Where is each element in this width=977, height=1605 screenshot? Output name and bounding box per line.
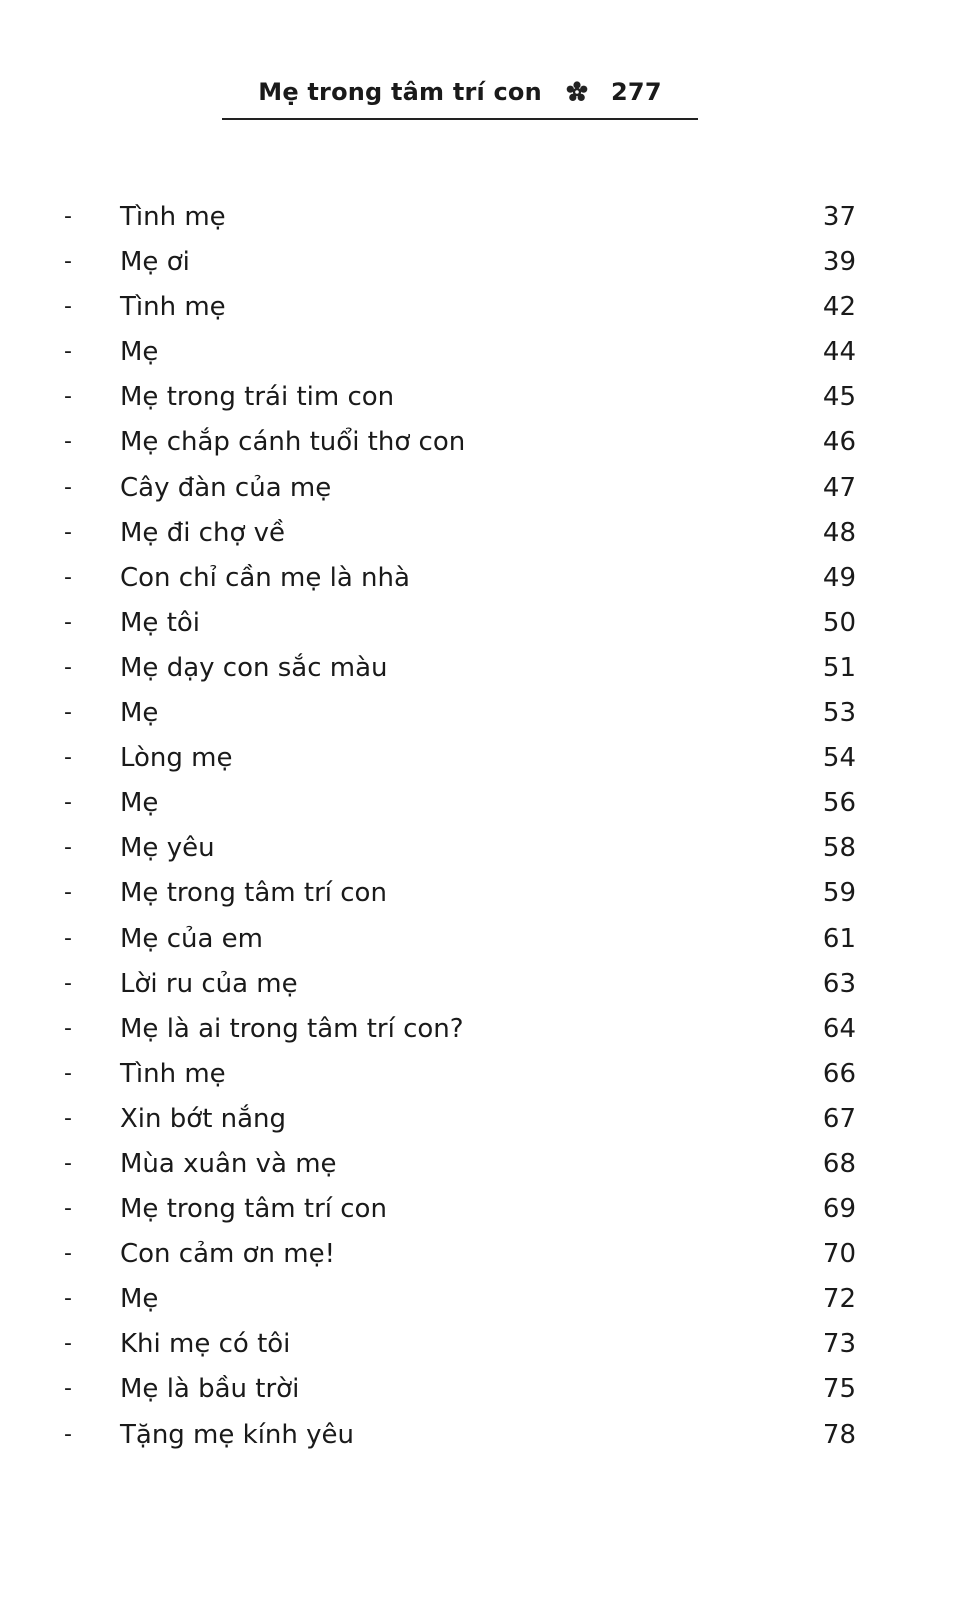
toc-entry-title: Mẹ bbox=[120, 337, 159, 368]
toc-entry-page: 45 bbox=[822, 382, 856, 413]
toc-entry bbox=[0, 1322, 977, 1367]
toc-entry bbox=[0, 1142, 977, 1187]
toc-bullet: - bbox=[64, 1376, 72, 1402]
toc-bullet: - bbox=[64, 835, 72, 861]
toc-entry-title: Mẹ trong trái tim con bbox=[120, 382, 395, 413]
toc-bullet: - bbox=[64, 1150, 72, 1176]
running-header-content bbox=[258, 78, 661, 106]
toc-entry bbox=[0, 1187, 977, 1232]
toc-entry-title: Lời ru của mẹ bbox=[120, 968, 298, 999]
toc-entry bbox=[0, 736, 977, 781]
toc-bullet: - bbox=[64, 1015, 72, 1041]
toc-entry-page: 73 bbox=[822, 1329, 856, 1360]
toc-entry bbox=[0, 826, 977, 871]
toc-entry-title: Cây đàn của mẹ bbox=[120, 472, 332, 503]
toc-bullet: - bbox=[64, 1060, 72, 1086]
toc-entry-title: Mẹ chắp cánh tuổi thơ con bbox=[120, 427, 466, 458]
toc-bullet: - bbox=[64, 294, 72, 320]
toc-bullet: - bbox=[64, 1105, 72, 1131]
toc-entry-page: 69 bbox=[822, 1194, 856, 1225]
toc-entry-title: Mẹ bbox=[120, 698, 159, 729]
toc-entry bbox=[0, 1413, 977, 1458]
toc-bullet: - bbox=[64, 1331, 72, 1357]
toc-entry-page: 70 bbox=[822, 1239, 856, 1270]
toc-bullet: - bbox=[64, 384, 72, 410]
toc-bullet: - bbox=[64, 1241, 72, 1267]
toc-entry-title: Tình mẹ bbox=[120, 202, 226, 232]
toc-entry-page: 47 bbox=[822, 472, 856, 503]
toc-entry-title: Mẹ trong tâm trí con bbox=[120, 1194, 387, 1225]
toc-bullet: - bbox=[64, 564, 72, 590]
toc-bullet: - bbox=[64, 339, 72, 365]
toc-entry bbox=[0, 781, 977, 826]
toc-bullet: - bbox=[64, 925, 72, 951]
toc-entry-title: Mẹ là ai trong tâm trí con? bbox=[120, 1013, 464, 1044]
toc-entry-page: 78 bbox=[822, 1419, 856, 1450]
toc-entry-page: 46 bbox=[822, 427, 856, 458]
table-of-contents bbox=[0, 195, 977, 1458]
toc-entry-title: Mẹ ơi bbox=[120, 247, 190, 278]
toc-entry bbox=[0, 330, 977, 375]
toc-entry bbox=[0, 1052, 977, 1097]
book-title: Mẹ trong tâm trí con bbox=[258, 78, 542, 106]
toc-bullet: - bbox=[64, 204, 72, 229]
toc-entry bbox=[0, 871, 977, 916]
toc-entry-page: 51 bbox=[822, 652, 856, 683]
toc-entry bbox=[0, 420, 977, 465]
toc-entry-page: 44 bbox=[822, 337, 856, 368]
toc-bullet: - bbox=[64, 519, 72, 545]
toc-bullet: - bbox=[64, 1286, 72, 1312]
toc-bullet: - bbox=[64, 970, 72, 996]
toc-entry-title: Tình mẹ bbox=[120, 292, 226, 323]
toc-entry bbox=[0, 466, 977, 511]
toc-entry-page: 59 bbox=[822, 878, 856, 909]
toc-entry-page: 64 bbox=[822, 1013, 856, 1044]
toc-entry-page: 37 bbox=[822, 202, 856, 232]
toc-entry-page: 72 bbox=[822, 1284, 856, 1315]
toc-entry-page: 67 bbox=[822, 1103, 856, 1134]
toc-entry-page: 63 bbox=[822, 968, 856, 999]
toc-entry-page: 68 bbox=[822, 1148, 856, 1179]
toc-entry bbox=[0, 962, 977, 1007]
toc-entry bbox=[0, 375, 977, 420]
toc-entry bbox=[0, 1277, 977, 1322]
toc-entry-page: 42 bbox=[822, 292, 856, 323]
toc-bullet: - bbox=[64, 1196, 72, 1222]
toc-entry-title: Mẹ của em bbox=[120, 923, 263, 954]
toc-entry-page: 48 bbox=[822, 517, 856, 548]
toc-bullet: - bbox=[64, 474, 72, 500]
toc-entry-title: Mẹ yêu bbox=[120, 833, 215, 864]
toc-entry-title: Lòng mẹ bbox=[120, 743, 233, 774]
toc-entry-title: Tặng mẹ kính yêu bbox=[120, 1419, 355, 1450]
toc-entry-page: 75 bbox=[822, 1374, 856, 1405]
toc-entry-title: Con cảm ơn mẹ! bbox=[120, 1239, 336, 1270]
toc-entry-title: Mẹ là bầu trời bbox=[120, 1374, 300, 1405]
toc-bullet: - bbox=[64, 249, 72, 275]
toc-entry-page: 54 bbox=[822, 743, 856, 774]
toc-entry-title: Mùa xuân và mẹ bbox=[120, 1148, 337, 1179]
toc-entry-title: Tình mẹ bbox=[120, 1058, 226, 1089]
toc-entry bbox=[0, 1097, 977, 1142]
page-number: 277 bbox=[611, 78, 662, 106]
toc-entry bbox=[0, 1232, 977, 1277]
toc-entry bbox=[0, 691, 977, 736]
toc-entry bbox=[0, 1007, 977, 1052]
toc-bullet: - bbox=[64, 429, 72, 455]
toc-entry bbox=[0, 646, 977, 691]
toc-entry-title: Mẹ bbox=[120, 788, 159, 819]
toc-bullet: - bbox=[64, 609, 72, 635]
toc-entry-page: 61 bbox=[822, 923, 856, 954]
toc-entry bbox=[0, 917, 977, 962]
toc-entry bbox=[0, 285, 977, 330]
toc-entry-page: 50 bbox=[822, 607, 856, 638]
flower-icon bbox=[566, 75, 588, 97]
toc-bullet: - bbox=[64, 1421, 72, 1447]
toc-entry-title: Mẹ bbox=[120, 1284, 159, 1315]
toc-entry-title: Con chỉ cần mẹ là nhà bbox=[120, 562, 410, 593]
toc-entry-title: Khi mẹ có tôi bbox=[120, 1329, 291, 1360]
toc-bullet: - bbox=[64, 745, 72, 771]
toc-entry-page: 53 bbox=[822, 698, 856, 729]
toc-entry-title: Xin bớt nắng bbox=[120, 1103, 287, 1134]
toc-bullet: - bbox=[64, 790, 72, 816]
toc-entry-title: Mẹ tôi bbox=[120, 607, 201, 638]
toc-bullet: - bbox=[64, 880, 72, 906]
toc-entry-title: Mẹ dạy con sắc màu bbox=[120, 652, 388, 683]
running-header bbox=[222, 72, 698, 120]
toc-entry bbox=[0, 601, 977, 646]
toc-entry bbox=[0, 195, 977, 240]
toc-entry-page: 56 bbox=[822, 788, 856, 819]
toc-entry-title: Mẹ đi chợ về bbox=[120, 517, 286, 548]
toc-entry-page: 66 bbox=[822, 1058, 856, 1089]
toc-entry-page: 49 bbox=[822, 562, 856, 593]
toc-bullet: - bbox=[64, 654, 72, 680]
toc-entry bbox=[0, 556, 977, 601]
toc-entry-title: Mẹ trong tâm trí con bbox=[120, 878, 387, 909]
toc-entry-page: 58 bbox=[822, 833, 856, 864]
toc-entry-page: 39 bbox=[822, 247, 856, 278]
toc-entry bbox=[0, 511, 977, 556]
toc-entry bbox=[0, 240, 977, 285]
toc-entry bbox=[0, 1367, 977, 1412]
toc-bullet: - bbox=[64, 700, 72, 726]
